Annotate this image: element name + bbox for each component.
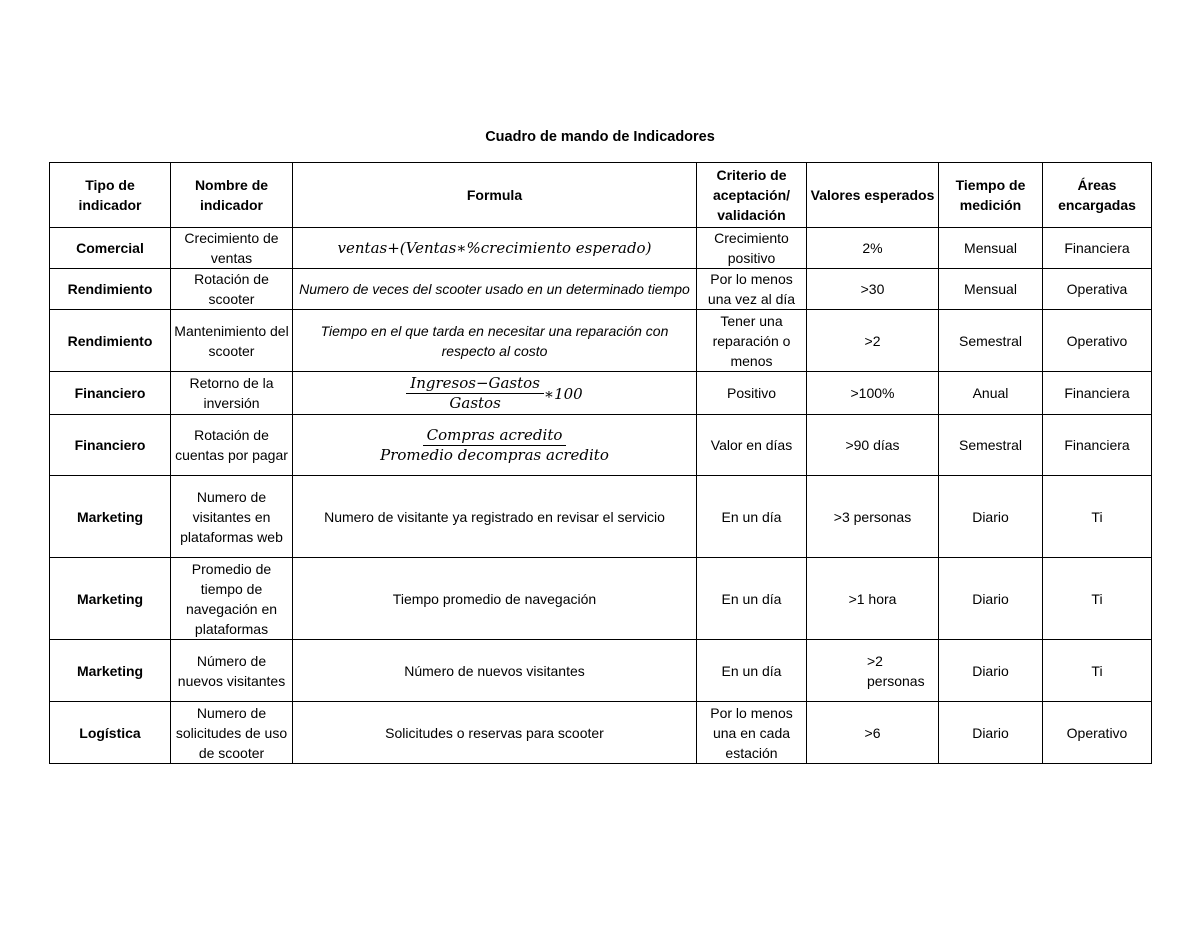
cell-formula: Solicitudes o reservas para scooter xyxy=(293,702,697,764)
cell-formula: Tiempo promedio de navegación xyxy=(293,558,697,640)
formula-suffix: ∗100 xyxy=(543,384,583,403)
cell-valores: >6 xyxy=(807,702,939,764)
cell-tipo: Comercial xyxy=(50,228,171,269)
cell-formula: Número de nuevos visitantes xyxy=(293,640,697,702)
cell-areas: Ti xyxy=(1043,640,1152,702)
cell-valores: >1 hora xyxy=(807,558,939,640)
roi-formula xyxy=(406,374,582,413)
cell-formula: Numero de visitante ya registrado en revisar el servicio xyxy=(293,476,697,558)
cell-criterio: Por lo menos una en cada estación xyxy=(697,702,807,764)
cell-tiempo: Semestral xyxy=(939,415,1043,476)
cell-tiempo: Diario xyxy=(939,640,1043,702)
cell-tiempo: Diario xyxy=(939,702,1043,764)
cell-formula: Tiempo en el que tarda en necesitar una reparación con respecto al costo xyxy=(293,310,697,372)
cell-tipo: Logística xyxy=(50,702,171,764)
header-valores: Valores esperados xyxy=(807,163,939,228)
cell-nombre: Promedio de tiempo de navegación en plataformas xyxy=(171,558,293,640)
cell-tiempo: Diario xyxy=(939,558,1043,640)
cell-nombre: Rotación de scooter xyxy=(171,269,293,310)
cell-tipo: Marketing xyxy=(50,476,171,558)
header-formula: Formula xyxy=(293,163,697,228)
cell-formula xyxy=(293,372,697,415)
cell-tipo: Rendimiento xyxy=(50,310,171,372)
page-title: Cuadro de mando de Indicadores xyxy=(485,129,715,145)
table-row xyxy=(50,372,1152,415)
fraction-denominator: Promedio decompras acredito xyxy=(380,445,609,464)
cell-tiempo: Mensual xyxy=(939,228,1043,269)
table-row xyxy=(50,702,1152,764)
cell-nombre: Numero de visitantes en plataformas web xyxy=(171,476,293,558)
cell-valores: 2% xyxy=(807,228,939,269)
cell-criterio: En un día xyxy=(697,476,807,558)
cell-tipo: Rendimiento xyxy=(50,269,171,310)
cell-tiempo: Semestral xyxy=(939,310,1043,372)
cell-criterio: Por lo menos una vez al día xyxy=(697,269,807,310)
cell-valores: >100% xyxy=(807,372,939,415)
cell-criterio: Valor en días xyxy=(697,415,807,476)
cell-formula xyxy=(293,415,697,476)
cell-formula: ventas+(Ventas∗%crecimiento esperado) xyxy=(293,228,697,269)
header-tiempo: Tiempo de medición xyxy=(939,163,1043,228)
table-row xyxy=(50,269,1152,310)
cell-tiempo: Mensual xyxy=(939,269,1043,310)
cell-areas: Ti xyxy=(1043,476,1152,558)
cell-tipo: Marketing xyxy=(50,558,171,640)
table-row xyxy=(50,640,1152,702)
cell-valores: >2 personas xyxy=(807,640,939,702)
cell-valores: >3 personas xyxy=(807,476,939,558)
cell-nombre: Mantenimiento del scooter xyxy=(171,310,293,372)
cell-areas: Operativo xyxy=(1043,310,1152,372)
cell-criterio: Crecimiento positivo xyxy=(697,228,807,269)
cell-areas: Financiera xyxy=(1043,228,1152,269)
table-row xyxy=(50,476,1152,558)
fraction-denominator: Gastos xyxy=(449,394,501,412)
cell-nombre: Numero de solicitudes de uso de scooter xyxy=(171,702,293,764)
cell-nombre: Retorno de la inversión xyxy=(171,372,293,415)
table-row xyxy=(50,228,1152,269)
cell-areas: Operativo xyxy=(1043,702,1152,764)
cell-valores: >2 xyxy=(807,310,939,372)
indicators-table xyxy=(49,162,1152,764)
fraction xyxy=(406,374,544,413)
cell-tipo: Marketing xyxy=(50,640,171,702)
cell-criterio: En un día xyxy=(697,558,807,640)
cell-tipo: Financiero xyxy=(50,415,171,476)
cell-nombre: Rotación de cuentas por pagar xyxy=(171,415,293,476)
cell-tipo: Financiero xyxy=(50,372,171,415)
cell-areas: Operativa xyxy=(1043,269,1152,310)
cell-tiempo: Diario xyxy=(939,476,1043,558)
fraction xyxy=(376,426,613,465)
cell-criterio: Tener una reparación o menos xyxy=(697,310,807,372)
header-areas: Áreas encargadas xyxy=(1043,163,1152,228)
header-tipo: Tipo de indicador xyxy=(50,163,171,228)
header-row xyxy=(50,163,1152,228)
cell-nombre: Número de nuevos visitantes xyxy=(171,640,293,702)
table-row xyxy=(50,415,1152,476)
cell-areas: Financiera xyxy=(1043,415,1152,476)
header-nombre: Nombre de indicador xyxy=(171,163,293,228)
cell-areas: Ti xyxy=(1043,558,1152,640)
cell-nombre: Crecimiento de ventas xyxy=(171,228,293,269)
cell-areas: Financiera xyxy=(1043,372,1152,415)
cell-formula: Numero de veces del scooter usado en un determinado tiempo xyxy=(293,269,697,310)
cell-criterio: Positivo xyxy=(697,372,807,415)
cell-tiempo: Anual xyxy=(939,372,1043,415)
cell-criterio: En un día xyxy=(697,640,807,702)
fraction-numerator: Compras acredito xyxy=(423,426,567,446)
header-criterio: Criterio de aceptación/ validación xyxy=(697,163,807,228)
fraction-numerator: Ingresos−Gastos xyxy=(406,374,544,394)
cell-valores: >90 días xyxy=(807,415,939,476)
table-row xyxy=(50,558,1152,640)
table-row xyxy=(50,310,1152,372)
cell-valores: >30 xyxy=(807,269,939,310)
